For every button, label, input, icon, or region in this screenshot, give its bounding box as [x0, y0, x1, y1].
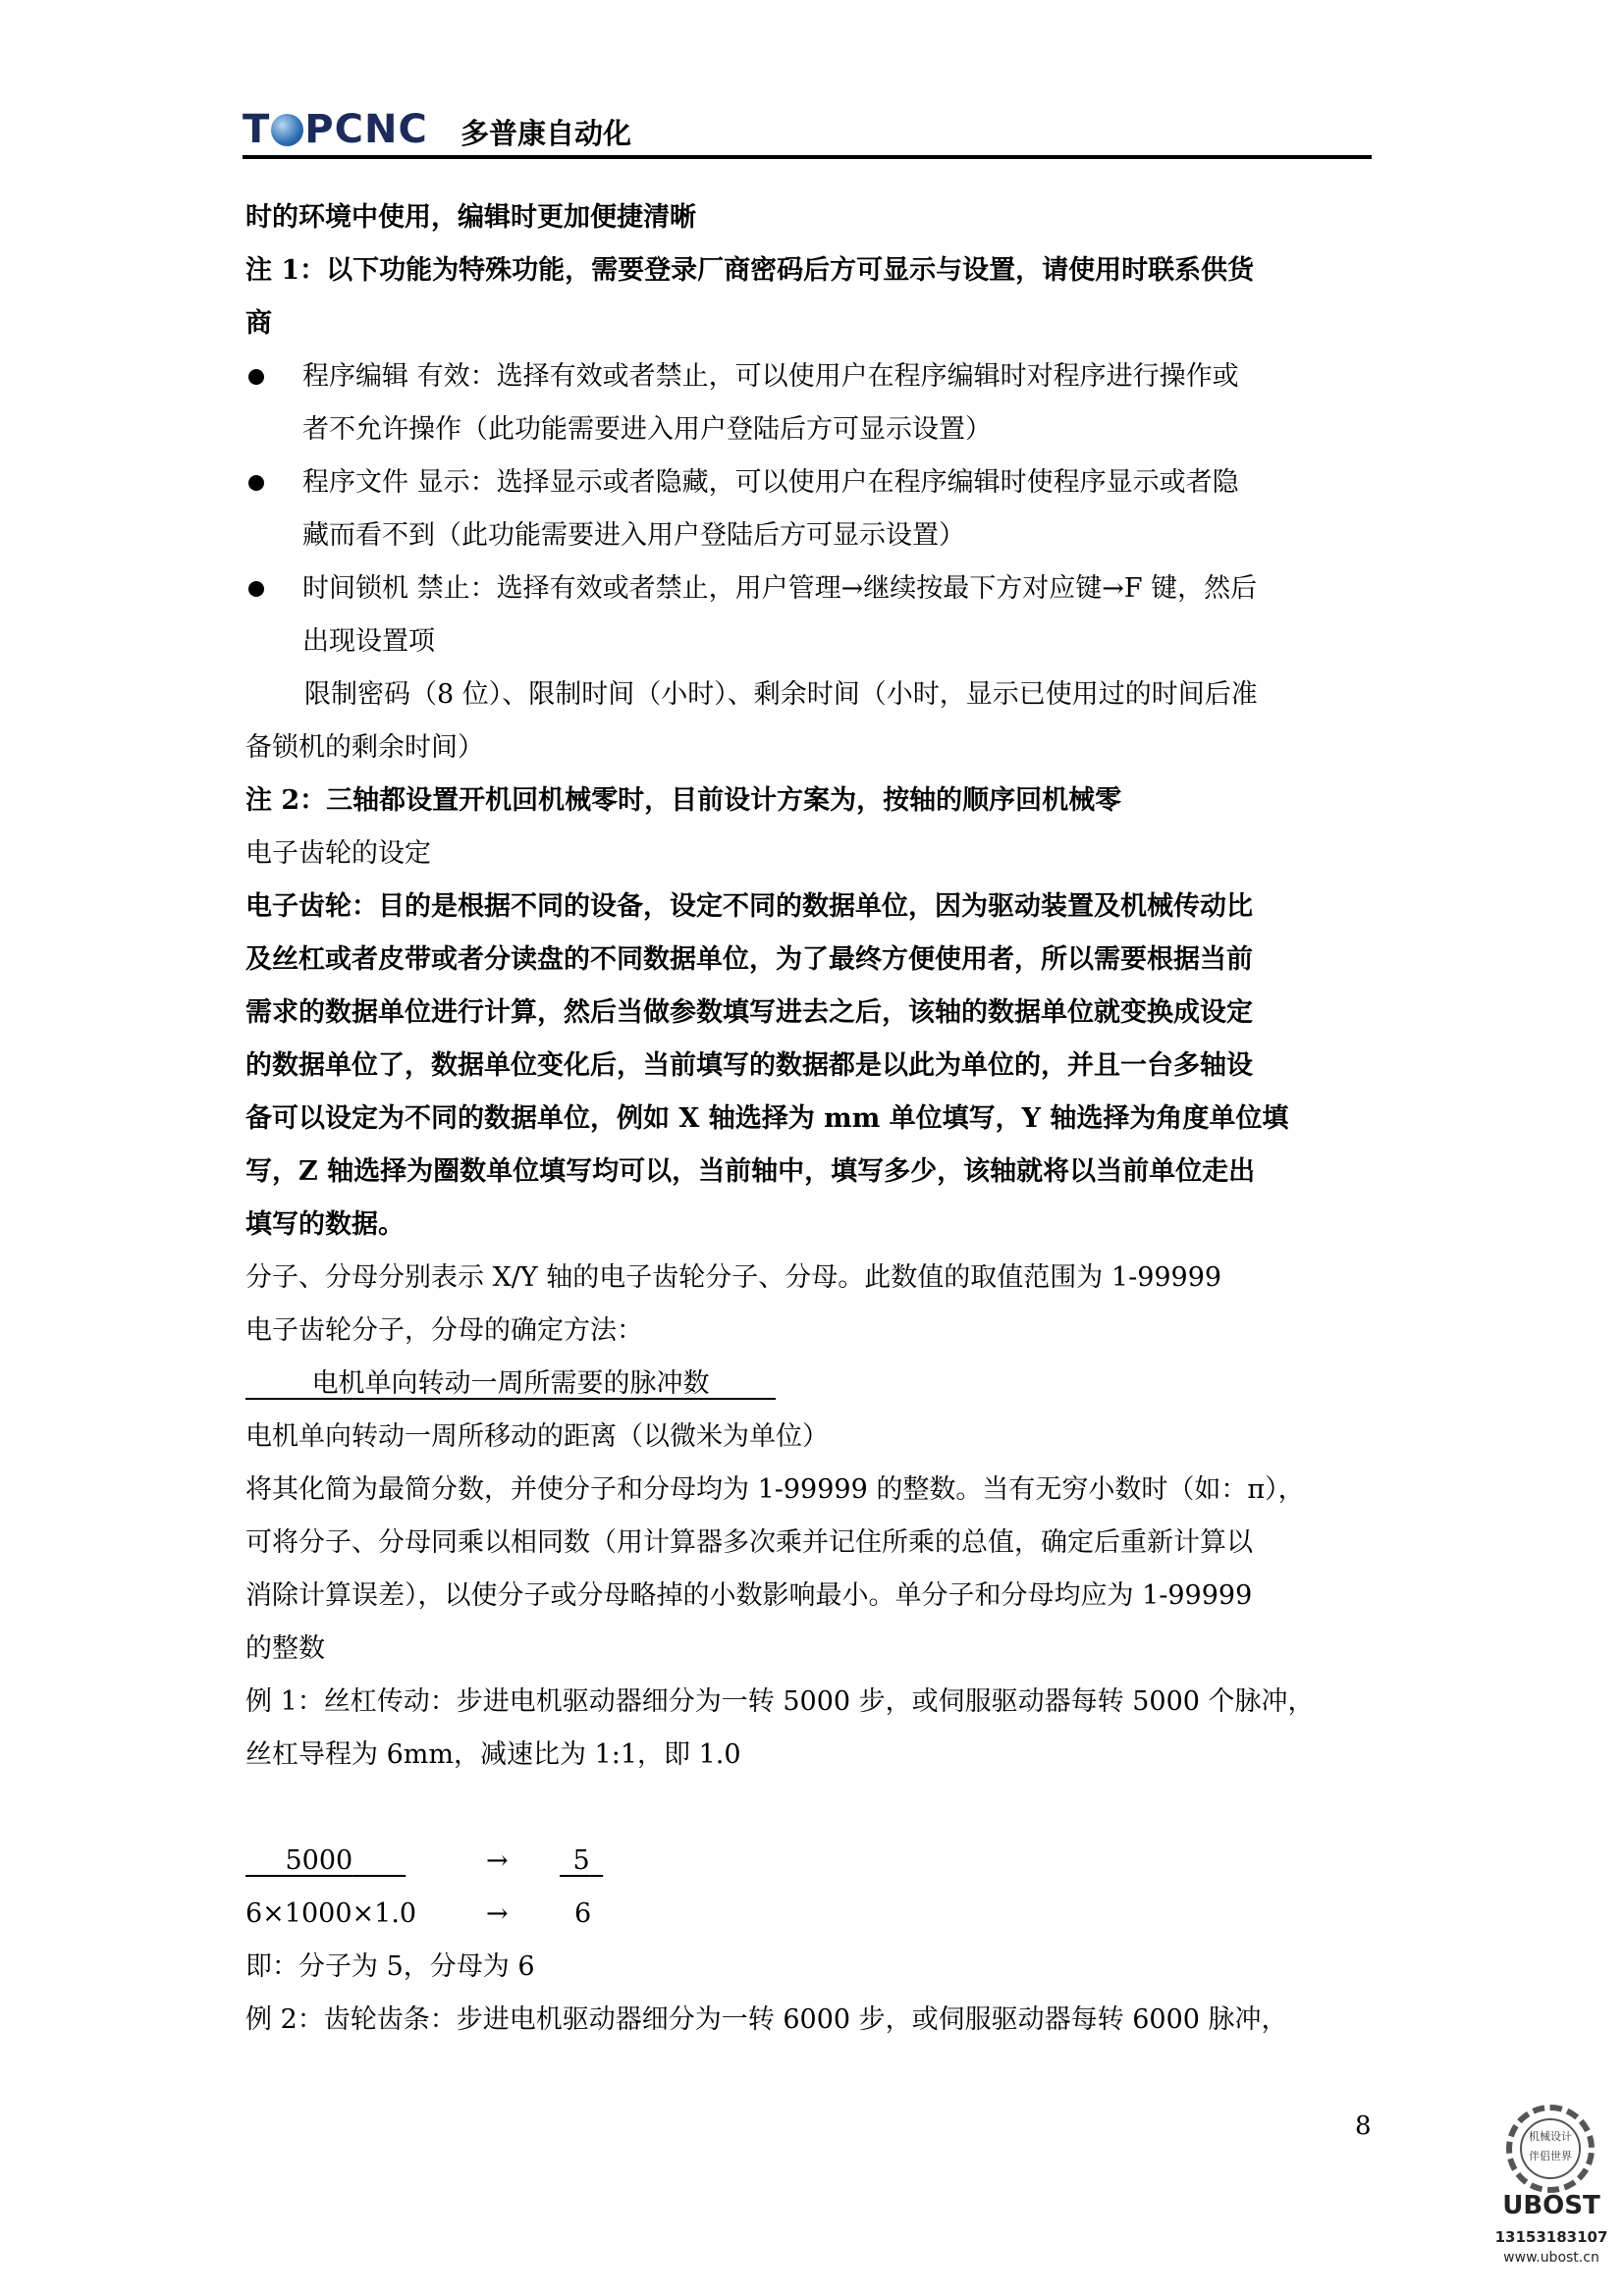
blank-line — [245, 1782, 1375, 1835]
text-line: 需求的数据单位进行计算，然后当做参数填写进去之后，该轴的数据单位就变换成设定 — [245, 997, 1253, 1028]
page-number: 8 — [1355, 2111, 1372, 2141]
text-line: 写，Z 轴选择为圈数单位填写均可以，当前轴中，填写多少，该轴就将以当前单位走出 — [245, 1156, 1256, 1187]
section-title: 电子齿轮的设定 — [245, 838, 431, 869]
gear-label-bottom: 伴侣世界 — [1529, 2150, 1572, 2163]
text-line: 即：分子为 5，分母为 6 — [245, 1951, 535, 1982]
fraction-denominator-right: 6 — [574, 1898, 592, 1929]
note-1: 注 1：以下功能为特殊功能，需要登录厂商密码后方可显示与设置，请使用时联系供货 — [245, 255, 1255, 286]
bullet-icon — [248, 581, 264, 597]
text-line: 商 — [245, 308, 272, 339]
gear-label — [1520, 2118, 1581, 2179]
fraction-numerator-right — [560, 1835, 603, 1888]
text-line: 限制密码（8 位）、限制时间（小时）、剩余时间（小时，显示已使用过的时间后准 — [304, 679, 1258, 710]
watermark-phone: 13153183107 — [1494, 2228, 1608, 2246]
watermark-site: www.ubost.cn — [1503, 2250, 1599, 2266]
text-line: 可将分子、分母同乘以相同数（用计算器多次乘并记住所乘的总值，确定后重新计算以 — [245, 1527, 1253, 1558]
arrow-icon: → — [486, 1898, 509, 1929]
list-item — [245, 456, 1375, 509]
text-line: 时的环境中使用，编辑时更加便捷清晰 — [245, 202, 696, 233]
logo-text-start: T — [243, 107, 271, 152]
text-line: 将其化简为最简分数，并使分子和分母均为 1-99999 的整数。当有无穷小数时（如：π）， — [245, 1474, 1305, 1505]
fraction-denominator-left: 6×1000×1.0 — [245, 1898, 417, 1929]
formula-numerator — [245, 1358, 1375, 1411]
note-2: 注 2：三轴都设置开机回机械零时，目前设计方案为，按轴的顺序回机械零 — [245, 785, 1122, 816]
text-line: 藏而看不到（此功能需要进入用户登陆后方可显示设置） — [302, 520, 965, 551]
topcnc-logo — [243, 106, 428, 153]
logo-text-end: PCNC — [304, 107, 428, 152]
gear-label-top: 机械设计 — [1529, 2130, 1572, 2143]
list-item-text: 程序文件 显示：选择显示或者隐藏，可以使用户在程序编辑时使程序显示或者隐 — [302, 467, 1239, 498]
company-name: 多普康自动化 — [460, 117, 632, 150]
text-line: 消除计算误差），以使分子或分母略掉的小数影响最小。单分子和分母均应为 1-99999 — [245, 1580, 1253, 1611]
formula-numerator-label: 电机单向转动一周所需要的脉冲数 — [311, 1368, 710, 1399]
text-line: 电子齿轮分子，分母的确定方法： — [245, 1315, 643, 1346]
formula-numerator-text — [245, 1358, 776, 1411]
arrow-icon: → — [486, 1845, 509, 1876]
fraction-denominator-row — [245, 1888, 1375, 1941]
text-line: 填写的数据。 — [245, 1209, 405, 1240]
text-line: 分子、分母分别表示 X/Y 轴的电子齿轮分子、分母。此数值的取值范围为 1-99999 — [245, 1262, 1222, 1293]
list-item-text: 时间锁机 禁止：选择有效或者禁止，用户管理→继续按最下方对应键→F 键，然后 — [302, 573, 1258, 604]
text-line: 备可以设定为不同的数据单位，例如 X 轴选择为 mm 单位填写，Y 轴选择为角度单位填 — [245, 1103, 1289, 1134]
page-header — [243, 106, 1372, 157]
list-item — [245, 562, 1375, 615]
fraction-numerator-left — [245, 1835, 406, 1888]
bullet-icon — [248, 369, 264, 385]
text-line: 电子齿轮：目的是根据不同的设备，设定不同的数据单位，因为驱动装置及机械传动比 — [245, 891, 1253, 922]
text-line: 的整数 — [245, 1633, 325, 1664]
formula-denominator: 电机单向转动一周所移动的距离（以微米为单位） — [245, 1421, 829, 1452]
bullet-icon — [248, 475, 264, 491]
text-line: 及丝杠或者皮带或者分读盘的不同数据单位，为了最终方便使用者，所以需要根据当前 — [245, 944, 1253, 975]
globe-icon — [271, 114, 303, 146]
text-line: 备锁机的剩余时间） — [245, 732, 484, 763]
ubost-watermark — [1479, 2101, 1624, 2296]
text-line: 的数据单位了，数据单位变化后，当前填写的数据都是以此为单位的，并且一台多轴设 — [245, 1050, 1253, 1081]
text-line: 出现设置项 — [302, 626, 435, 657]
list-item-text: 程序编辑 有效：选择有效或者禁止，可以使用户在程序编辑时对程序进行操作或 — [302, 361, 1239, 392]
example-1: 例 1：丝杠传动：步进电机驱动器细分为一转 5000 步，或伺服驱动器每转 5000 个脉冲， — [245, 1686, 1315, 1717]
document-body — [245, 191, 1375, 2047]
watermark-brand: UBOST — [1502, 2191, 1600, 2220]
fraction-numerator-row — [245, 1835, 1375, 1888]
text-line: 丝杠导程为 6mm，减速比为 1:1，即 1.0 — [245, 1739, 741, 1770]
example-2: 例 2：齿轮齿条：步进电机驱动器细分为一转 6000 步，或伺服驱动器每转 6000 脉冲， — [245, 2004, 1288, 2035]
fraction-numerator-right-value: 5 — [572, 1845, 590, 1876]
header-divider — [243, 155, 1372, 159]
list-item — [245, 350, 1375, 403]
text-line: 者不允许操作（此功能需要进入用户登陆后方可显示设置） — [302, 414, 992, 445]
fraction-numerator-left-value: 5000 — [285, 1845, 353, 1876]
